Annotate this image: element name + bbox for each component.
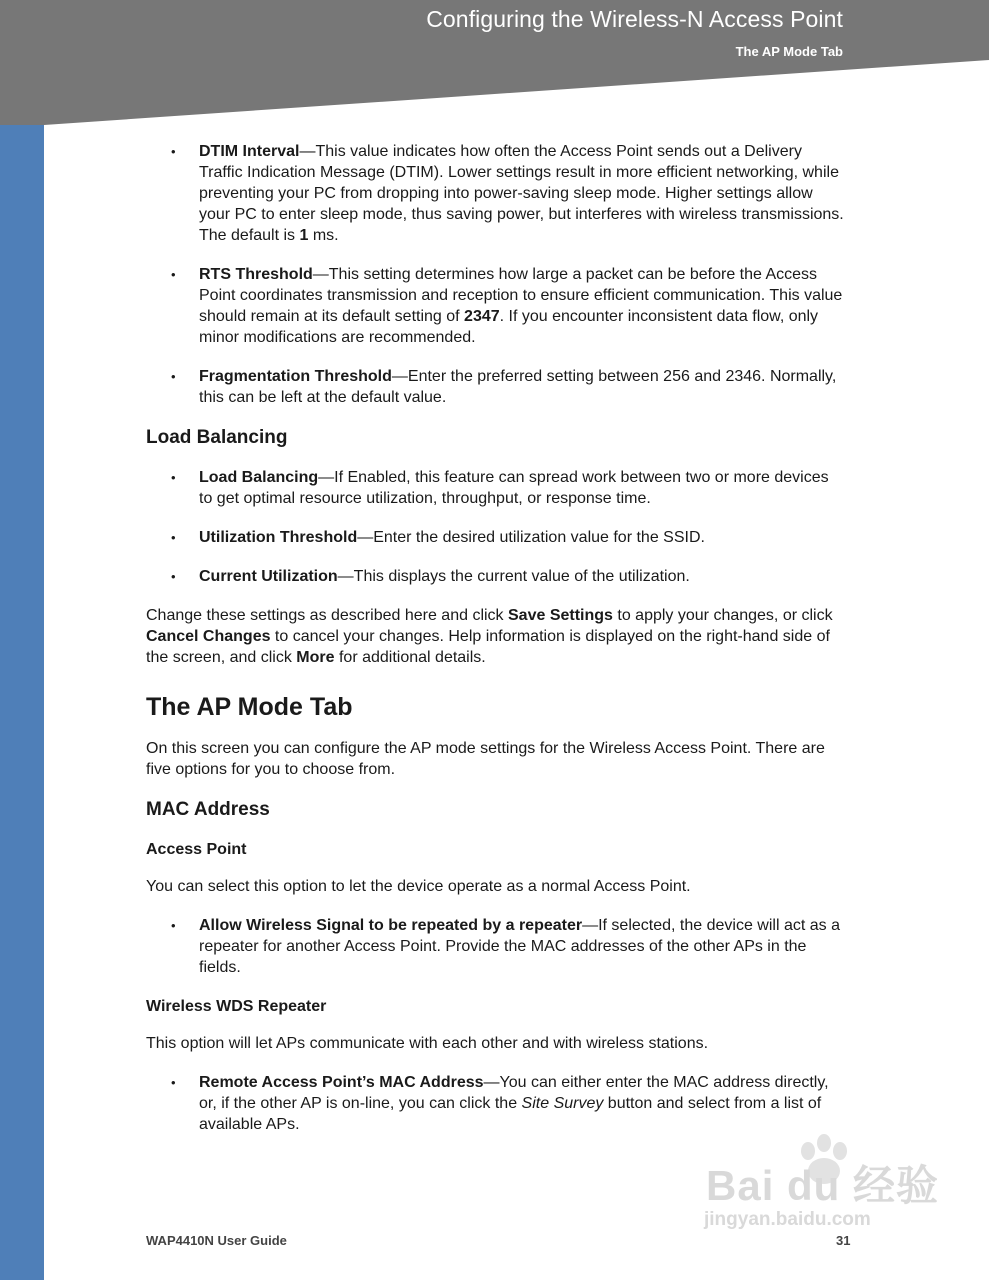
list-item: • Utilization Threshold—Enter the desired utilization value for the SSID. — [146, 527, 846, 548]
change-settings-paragraph: Change these settings as described here and click Save Settings to apply your changes, or click Cancel Changes to cancel your changes. Help information is displayed on the right-hand side of the screen, and click More for additional details. — [146, 607, 833, 666]
footer-guide-title: WAP4410N User Guide — [146, 1233, 287, 1248]
rts-term: RTS Threshold — [199, 266, 313, 283]
access-point-text: You can select this option to let the device operate as a normal Access Point. — [146, 878, 691, 895]
wds-text: This option will let APs communicate with each other and with wireless stations. — [146, 1035, 709, 1052]
load-balancing-list — [146, 467, 846, 587]
list-item: • DTIM Interval—This value indicates how often the Access Point sends out a Delivery Traffic Indication Message (DTIM). Lower settings result in more efficient networking, while preventing your PC from dropping into power-saving sleep mode. Higher settings allow your PC to enter sleep mode, thus saving power, but interferes with wireless transmissions. The default is 1 ms. — [146, 141, 846, 246]
settings-list — [146, 141, 846, 408]
page-number: 31 — [836, 1233, 851, 1248]
list-item: • Load Balancing—If Enabled, this feature can spread work between two or more devices to get optimal resource utilization, throughput, or response time. — [146, 467, 846, 509]
page-side-band — [0, 0, 44, 1280]
page-content — [146, 141, 846, 1153]
fragmentation-term: Fragmentation Threshold — [199, 368, 392, 385]
list-item: • Fragmentation Threshold—Enter the preferred setting between 256 and 2346. Normally, this can be left at the default value. — [146, 366, 846, 408]
access-point-heading: Access Point — [146, 841, 247, 858]
watermark-url: jingyan.baidu.com — [704, 1209, 871, 1230]
wds-list — [146, 1072, 846, 1135]
ap-mode-heading: The AP Mode Tab — [146, 693, 353, 721]
list-item: • RTS Threshold—This setting determines how large a packet can be before the Access Point coordinates transmission and reception to ensure efficient communication. This value should remain at its default setting of 2347. If you encounter inconsistent data flow, only minor modifications are recommended. — [146, 264, 846, 348]
dtim-term: DTIM Interval — [199, 143, 300, 160]
list-item: • Remote Access Point’s MAC Address—You can either enter the MAC address directly, or, if the other AP is on-line, you can click the Site Survey button and select from a list of available APs. — [146, 1072, 846, 1135]
access-point-list — [146, 915, 846, 978]
list-item: • Allow Wireless Signal to be repeated by a repeater—If selected, the device will act as a repeater for another Access Point. Provide the MAC addresses of the other APs in the fields. — [146, 915, 846, 978]
header-title: Configuring the Wireless-N Access Point — [426, 6, 843, 32]
ap-mode-intro: On this screen you can configure the AP mode settings for the Wireless Access Point. There are five options for you to choose from. — [146, 740, 825, 778]
header-subtitle: The AP Mode Tab — [735, 44, 843, 59]
list-item: • Current Utilization—This displays the current value of the utilization. — [146, 566, 846, 587]
load-balancing-heading: Load Balancing — [146, 427, 288, 448]
wds-heading: Wireless WDS Repeater — [146, 998, 327, 1015]
mac-address-heading: MAC Address — [146, 799, 270, 820]
baidu-watermark — [700, 1135, 940, 1245]
watermark-logo: Bai du 经验 — [706, 1162, 940, 1209]
